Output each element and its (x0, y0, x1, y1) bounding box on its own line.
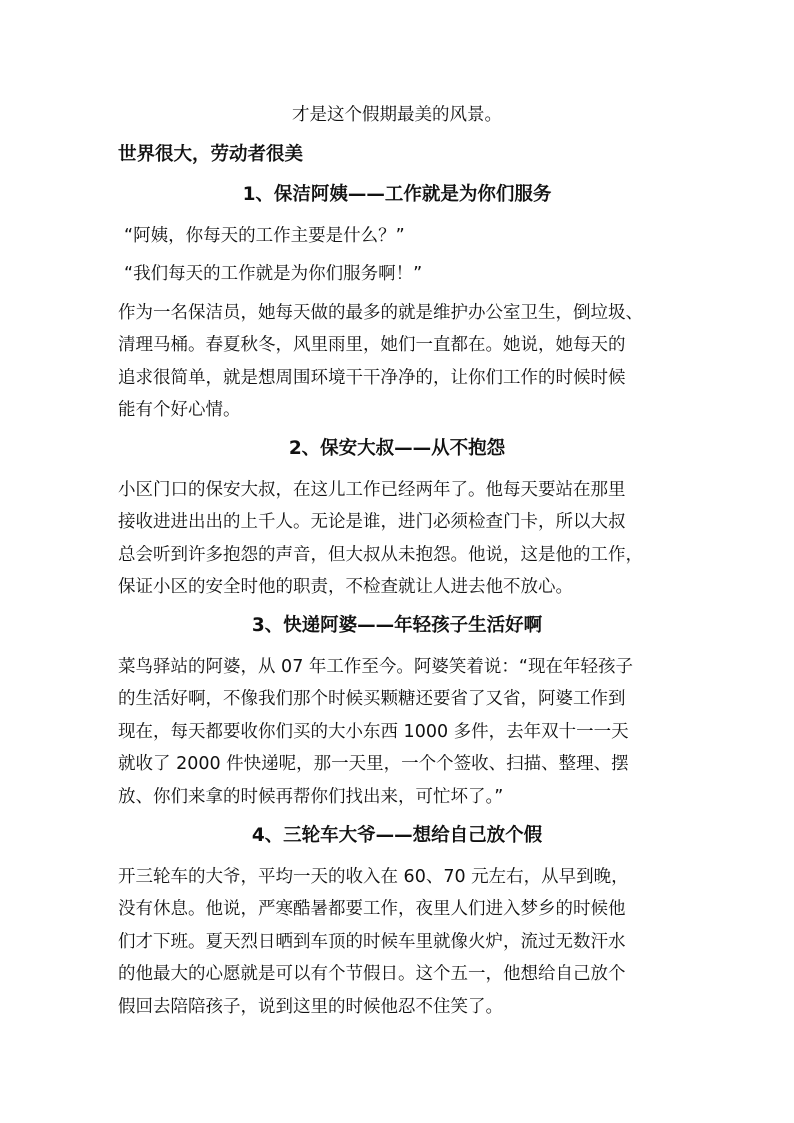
section-1-paragraph-line: 清理马桶。春夏秋冬，风里雨里，她们一直都在。她说，她每天的 (118, 335, 626, 355)
section-1-paragraph-line: 能有个好心情。 (118, 400, 241, 420)
section-3-title: 3、快递阿婆——年轻孩子生活好啊 (251, 615, 543, 636)
section-2-paragraph-line: 保证小区的安全时他的职责，不检查就让人进去他不放心。 (118, 577, 573, 597)
section-1-paragraph-line: “阿姨，你每天的工作主要是什么？” (124, 226, 405, 246)
section-1-paragraph-line: 作为一名保洁员，她每天做的最多的就是维护办公室卫生，倒垃圾、 (118, 303, 643, 323)
section-3-paragraph-line: 现在，每天都要收你们买的大小东西 1000 多件，去年双十一一天 (118, 722, 629, 742)
section-3-paragraph-line: 就收了 2000 件快递呢，那一天里，一个个签收、扫描、整理、摆 (118, 754, 629, 774)
section-4-paragraph-line: 开三轮车的大爷，平均一天的收入在 60、70 元左右，从早到晚， (118, 867, 629, 887)
section-4-paragraph-line: 假回去陪陪孩子，说到这里的时候他忍不住笑了。 (118, 997, 503, 1017)
section-2-title: 2、保安大叔——从不抱怨 (288, 438, 506, 459)
section-3-paragraph-line: 的生活好啊，不像我们那个时候买颗糖还要省了又省，阿婆工作到 (118, 689, 626, 709)
intro-tail-line: 才是这个假期最美的风景。 (292, 105, 502, 125)
section-4-paragraph-line: 的他最大的心愿就是可以有个节假日。这个五一，他想给自己放个 (118, 964, 626, 984)
section-2-paragraph-line: 总会听到许多抱怨的声音，但大叔从未抱怨。他说，这是他的工作， (118, 545, 643, 565)
section-3-paragraph-line: 菜鸟驿站的阿婆，从 07 年工作至今。阿婆笑着说：“现在年轻孩子 (118, 657, 633, 677)
section-1-title: 1、保洁阿姨——工作就是为你们服务 (242, 184, 552, 205)
section-3-paragraph-line: 放、你们来拿的时候再帮你们找出来，可忙坏了。” (118, 787, 504, 807)
section-1-paragraph-line: “我们每天的工作就是为你们服务啊！” (124, 264, 423, 284)
section-4-paragraph-line: 们才下班。夏天烈日晒到车顶的时候车里就像火炉，流过无数汗水 (118, 932, 626, 952)
section-1-paragraph-line: 追求很简单，就是想周围环境干干净净的，让你们工作的时候时候 (118, 368, 626, 388)
section-4-paragraph-line: 没有休息。他说，严寒酷暑都要工作，夜里人们进入梦乡的时候他 (118, 899, 626, 919)
section-2-paragraph-line: 接收进进出出的上千人。无论是谁，进门必须检查门卡，所以大叔 (118, 512, 626, 532)
main-heading: 世界很大，劳动者很美 (118, 144, 304, 165)
section-4-title: 4、三轮车大爷——想给自己放个假 (251, 825, 543, 846)
section-2-paragraph-line: 小区门口的保安大叔，在这儿工作已经两年了。他每天要站在那里 (118, 480, 626, 500)
